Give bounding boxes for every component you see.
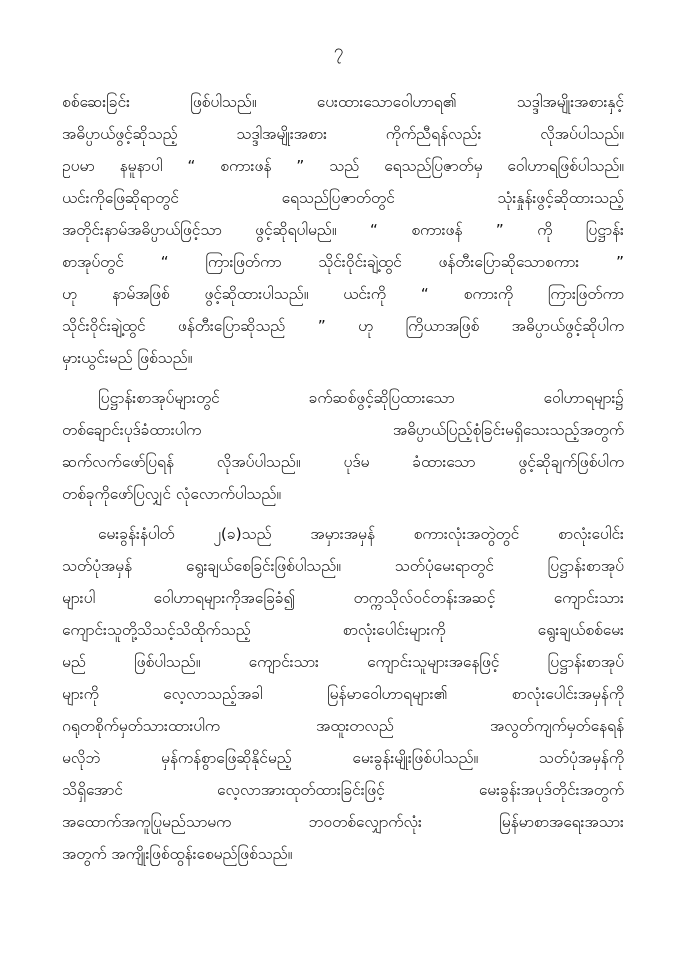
paragraph-2 bbox=[62, 382, 624, 510]
text-line: စာအုပ်တွင် “ ကြားဖြတ်ကာ သိုင်းဝိုင်းချဲ့ထွင် ဖန်တီးပြောဆိုသောစကား ” bbox=[62, 253, 624, 271]
text-line: မေးခွန်းနံပါတ် ၂(ခ)သည် အမှားအမှန် စကားလုံးအတွဲတွင် စာလုံးပေါင်း bbox=[98, 525, 624, 543]
text-line: မည် ဖြစ်ပါသည်။ ကျောင်းသား ကျောင်းသူများအနေဖြင့် ပြဋ္ဌာန်းစာအုပ် bbox=[62, 653, 624, 671]
text-line: အတိုင်းနာမ်အဓိပ္ပာယ်ဖြင့်သာ ဖွင့်ဆိုရပါမည်။ “ စကားဖန် ” ကို ပြဋ္ဌာန်း bbox=[62, 221, 624, 239]
text-line: ကျောင်းသူတို့သိသင့်သိထိုက်သည့် စာလုံးပေါင်းများကို ရွေးချယ်စစ်မေး bbox=[62, 621, 624, 639]
page-number: ၇ bbox=[333, 41, 344, 61]
text-line: သိရှိအောင် လေ့လာအားထုတ်ထားခြင်းဖြင့် မေးခွန်းအပုဒ်တိုင်းအတွက် bbox=[62, 781, 624, 799]
text-line: တစ်ခုကိုဖော်ပြလျှင် လုံလောက်ပါသည်။ bbox=[62, 485, 282, 503]
text-line: စစ်ဆေးခြင်း ဖြစ်ပါသည်။ ပေးထားသောဝေါဟာရ၏ သဒ္ဒါအမျိုးအစားနှင့် bbox=[62, 93, 624, 111]
text-line: အထောက်အကူပြုမည်သာမက ဘဝတစ်လျှောက်လုံး မြန်မာစာအရေးအသား bbox=[62, 813, 624, 831]
text-line: ဟု နာမ်အဖြစ် ဖွင့်ဆိုထားပါသည်။ ယင်းကို “ စကားကို ကြားဖြတ်ကာ bbox=[62, 285, 624, 303]
text-line: ပြဋ္ဌာန်းစာအုပ်များတွင် ခက်ဆစ်ဖွင့်ဆိုပြထားသော ဝေါဟာရများ၌ bbox=[98, 389, 624, 407]
text-line: မလိုဘဲ မှန်ကန်စွာဖြေဆိုနိုင်မည့် မေးခွန်းမျိုးဖြစ်ပါသည်။ သတ်ပုံအမှန်ကို bbox=[62, 749, 624, 767]
text-line: သတ်ပုံအမှန် ရွေးချယ်စေခြင်းဖြစ်ပါသည်။ သတ်ပုံမေးရာတွင် ပြဋ္ဌာန်းစာအုပ် bbox=[62, 557, 624, 575]
text-line: ယင်းကိုဖြေဆိုရာတွင် ရေသည်ပြဇာတ်တွင် သုံးနှုန်းဖွင့်ဆိုထားသည့် bbox=[62, 189, 624, 207]
text-line: သိုင်းဝိုင်းချဲ့ထွင် ဖန်တီးပြောဆိုသည် ” ဟု ကြိယာအဖြစ် အဓိပ္ပာယ်ဖွင့်ဆိုပါက bbox=[62, 317, 624, 335]
text-line: တစ်ချောင်းပုဒ်ခံထားပါက အဓိပ္ပာယ်ပြည့်စုံခြင်းမရှိသေးသည့်အတွက် bbox=[62, 421, 624, 439]
body-text bbox=[62, 86, 624, 870]
paragraph-3 bbox=[62, 518, 624, 870]
text-line: အဓိပ္ပာယ်ဖွင့်ဆိုသည့် သဒ္ဒါအမျိုးအစား ကိုက်ညီရန်လည်း လိုအပ်ပါသည်။ bbox=[62, 125, 624, 143]
text-line: ဂရုတစိုက်မှတ်သားထားပါက အထူးတလည် အလွတ်ကျက်မှတ်နေရန် bbox=[62, 717, 624, 735]
text-line: များကို လေ့လာသည့်အခါ မြန်မာဝေါဟာရများ၏ စာလုံးပေါင်းအမှန်ကို bbox=[62, 685, 624, 703]
text-line: အတွက် အကျိုးဖြစ်ထွန်းစေမည်ဖြစ်သည်။ bbox=[62, 845, 293, 863]
text-line: ဥပမာ နမူနာပါ “ စကားဖန် ” သည် ရေသည်ပြဇာတ်မှ ဝေါဟာရဖြစ်ပါသည်။ bbox=[62, 157, 624, 175]
text-line: ဆက်လက်ဖော်ပြရန် လိုအပ်ပါသည်။ ပုဒ်မ ခံထားသော ဖွင့်ဆိုချက်ဖြစ်ပါက bbox=[62, 453, 624, 471]
paragraph-1 bbox=[62, 86, 624, 374]
text-line: များပါ ဝေါဟာရများကိုအခြေခံ၍ တက္ကသိုလ်ဝင်တန်းအဆင့် ကျောင်းသား bbox=[62, 589, 624, 607]
text-line: မှားယွင်းမည် ဖြစ်သည်။ bbox=[62, 349, 193, 367]
